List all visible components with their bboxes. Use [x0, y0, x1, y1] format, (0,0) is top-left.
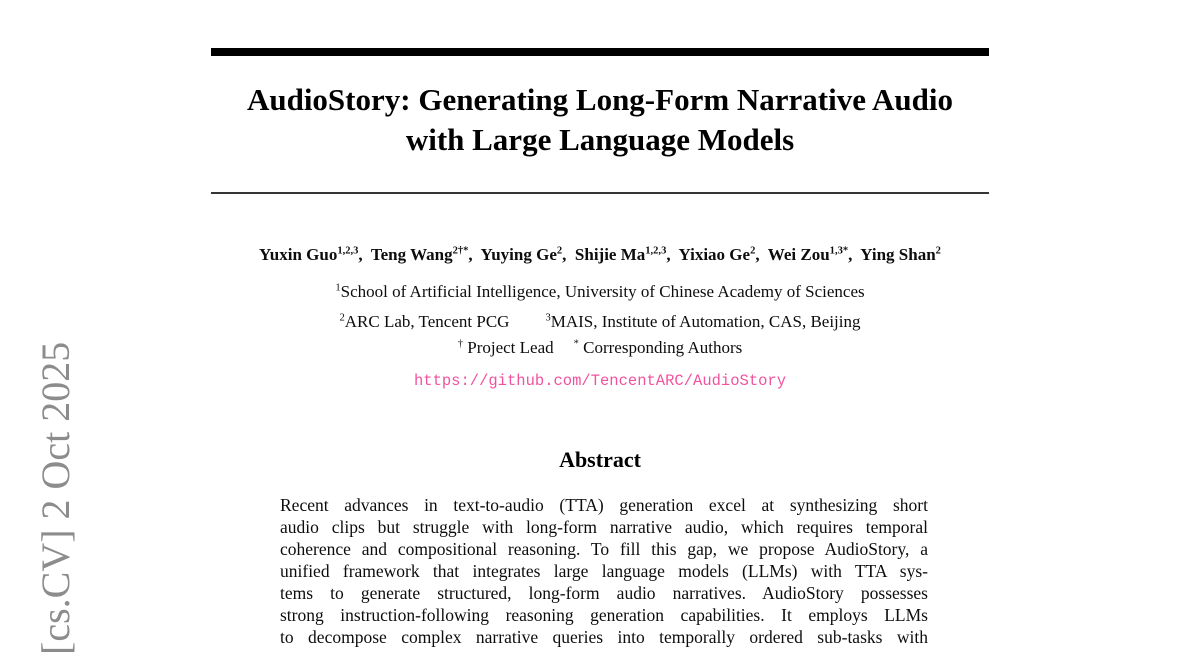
author-3: Yuying Ge$^2$,	[480, 245, 575, 264]
abstract-line: audio clips but struggle with long-form narrative audio, which requires temporal	[280, 517, 928, 537]
abstract-line: to decompose complex narrative queries into temporally ordered sub-tasks with	[280, 627, 928, 647]
abstract-line: strong instruction-following reasoning generation capabilities. It employs LLMs	[280, 605, 928, 625]
title-rule-top	[211, 48, 989, 56]
author-2: Teng Wang$^{2\dagger*}$,	[370, 245, 481, 264]
title-rule-bottom	[211, 192, 989, 194]
abstract-heading: Abstract	[559, 447, 641, 472]
github-link[interactable]: https://github.com/TencentARC/AudioStory	[413, 372, 787, 390]
paper-title-line2: with Large Language Models	[405, 122, 795, 157]
paper-page	[211, 0, 989, 648]
paper-title	[211, 80, 989, 160]
abstract-line: Recent advances in text-to-audio (TTA) generation excel at synthesizing short	[280, 495, 928, 515]
contribution-note	[211, 336, 989, 360]
affiliation-row-2	[211, 310, 989, 334]
author-6: Wei Zou$^{1,3*}$,	[767, 245, 861, 264]
project-lead-note: † Project Lead	[457, 338, 554, 357]
abstract-line: tems to generate structured, long-form audio narratives. AudioStory possesses	[280, 583, 928, 603]
affiliation-1: $^1$School of Artificial Intelligence, University of Chinese Academy of Sciences	[335, 282, 865, 301]
author-7: Ying Shan$^2$	[860, 245, 941, 264]
affiliation-2: $^2$ARC Lab, Tencent PCG	[339, 312, 510, 331]
abstract-line: unified framework that integrates large language models (LLMs) with TTA sys-	[280, 561, 928, 581]
author-5: Yixiao Ge$^2$,	[678, 245, 768, 264]
abstract-text	[280, 494, 928, 648]
author-1: Yuxin Guo$^{1,2,3}$,	[259, 245, 371, 264]
abstract-line: coherence and compositional reasoning. To fill this gap, we propose AudioStory, a	[280, 539, 928, 559]
author-list	[211, 243, 989, 267]
author-4: Shijie Ma$^{1,2,3}$,	[574, 245, 679, 264]
paper-title-line1: AudioStory: Generating Long-Form Narrative Audio	[246, 82, 954, 117]
arxiv-stamp	[33, 341, 78, 655]
arxiv-stamp-text: [cs.CV] 2 Oct 2025	[33, 341, 78, 655]
corresponding-authors-note: * Corresponding Authors	[573, 338, 743, 357]
affiliation-3: $^3$MAIS, Institute of Automation, CAS, Beijing	[545, 312, 861, 331]
